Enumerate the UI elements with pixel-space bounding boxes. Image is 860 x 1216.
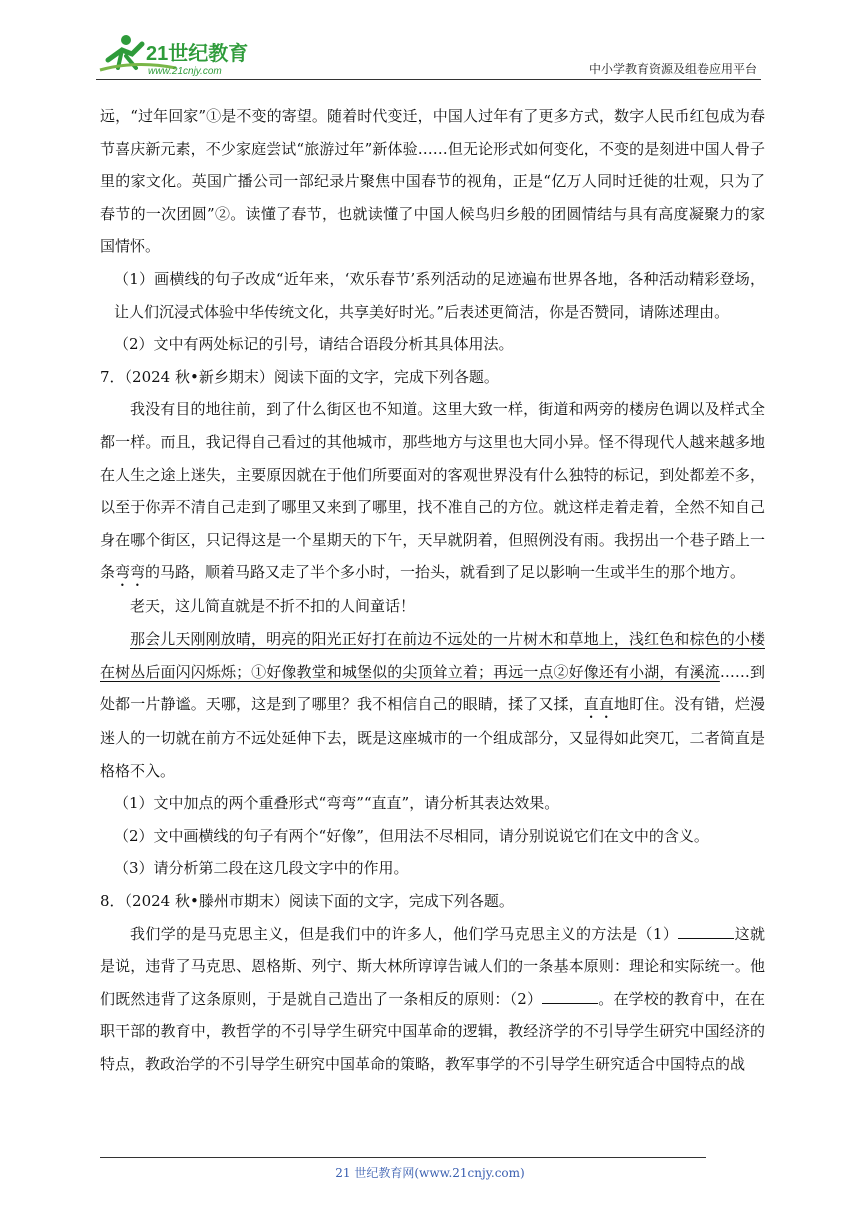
logo-text: 21世纪教育: [146, 43, 249, 65]
document-body: [100, 100, 765, 1081]
section6-paragraph-end: 远，“过年回家”①是不变的寄望。随着时代变迁，中国人过年有了更多方式，数字人民币红包成为春节喜庆新元素，不少家庭尝试“旅游过年”新体验……但无论形式如何变化，不变的是刻进中国人骨子里的家文化。英国广播公司一部纪录片聚焦中国春节的视角，正是“亿万人同时迁徙的壮观，只为了春节的一次团圆”②。读懂了春节，也就读懂了中国人候鸟归乡般的团圆情结与具有高度凝聚力的家国情怀。: [100, 107, 765, 256]
section7-paragraph-3: [100, 623, 765, 787]
section7-question-1: （1）文中加点的两个重叠形式“弯弯”“直直”，请分析其表达效果。: [114, 794, 560, 813]
section7-question-3: （3）请分析第二段在这几段文字中的作用。: [114, 859, 409, 878]
section6-question-2: （2）文中有两处标记的引号，请结合语段分析其具体用法。: [114, 335, 514, 354]
logo-url: www.21cnjy.com: [148, 66, 222, 77]
section8-title: 8．（2024 秋•滕州市期末）阅读下面的文字，完成下列各题。: [100, 892, 514, 911]
dotted-word-wanwan: 弯弯: [115, 563, 146, 582]
dotted-word-zhizhi: 直直: [583, 695, 614, 714]
footer-text[interactable]: 21 世纪教育网(www.21cnjy.com): [335, 1166, 525, 1180]
text-run: 我们学的是马克思主义，但是我们中的许多人，他们学马克思主义的方法是（1）: [130, 924, 679, 943]
section7-paragraph-1: [100, 393, 765, 590]
logo-21cnjy: [96, 30, 266, 78]
section6-question-1: （1）画横线的句子改成“近年来，‘欢乐春节’系列活动的足迹遍布世界各地，各种活动精彩登场，让人们沉浸式体验中华传统文化，共享美好时光。”后表述更简洁，你是否赞同，请陈述理由。: [114, 269, 765, 321]
section7-question-2: （2）文中画横线的句子有两个“好像”，但用法不尽相同，请分别说说它们在文中的含义。: [114, 826, 709, 845]
section7-title: 7．（2024 秋•新乡期末）阅读下面的文字，完成下列各题。: [100, 367, 499, 386]
text-run: 。在学校的教育中，在在职干部的教育中，教哲学的不引导学生研究中国革命的逻辑，教经济学的不引导学生研究中国经济的特点，教政治学的不引导学生研究中国革命的策略，教军事学的不引导学生研究适合中国特点的战: [100, 989, 765, 1074]
text-run: 我没有目的地往前，到了什么街区也不知道。这里大致一样，街道和两旁的楼房色调以及样式全都一样。而且，我记得自己看过的其他城市，那些地方与这里也大同小异。怪不得现代人越来越多地在人生之途上迷失，主要原因就在于他们所要面对的客观世界没有什么独特的标记，到处都差不多，以至于你弄不清自己走到了哪里又来到了哪里，找不准自己的方位。就这样走着走着，全然不知自己身在哪个街区，只记得这是一个星期天的下午，天早就阴着，但照例没有雨。我拐出一个巷子踏上一条: [100, 400, 765, 582]
header-platform-text: 中小学教育资源及组卷应用平台: [588, 62, 757, 76]
text-run: 这就是说，违背了马克思、恩格斯、列宁、斯大林所谆谆告诫人们的一条基本原则：理论和实际统一。他们既然违背了这条原则，于是就自己造出了一条相反的原则：（2）: [100, 924, 765, 1008]
underlined-sentence: 那会儿天刚刚放晴，明亮的阳光正好打在前边不远处的一片树木和草地上，浅红色和棕色的小楼在树丛后面闪闪烁烁；①好像教堂和城堡似的尖顶耸立着；再远一点②好像还有小湖，有溪流: [100, 629, 765, 681]
text-run: ……到处都一片静谧。天哪，这是到了哪里？我不相信自己的眼睛，揉了又揉，: [100, 662, 765, 714]
fill-blank-2[interactable]: [542, 989, 598, 1004]
section8-paragraph-1: [100, 918, 765, 1081]
text-run: 地盯住。没有错，烂漫迷人的一切就在前方不远处延伸下去，既是这座城市的一个组成部分，又显得如此突兀，二者简直是格格不入。: [100, 695, 765, 780]
text-run: 的马路，顺着马路又走了半个多小时，一抬头，就看到了足以影响一生或半生的那个地方。: [145, 563, 746, 582]
footer-divider: [100, 1157, 706, 1158]
header-divider: [96, 79, 761, 80]
fill-blank-1[interactable]: [678, 924, 734, 939]
page-header: [96, 30, 761, 80]
section7-paragraph-2: 老天，这儿简直就是不折不扣的人间童话！: [130, 597, 416, 616]
